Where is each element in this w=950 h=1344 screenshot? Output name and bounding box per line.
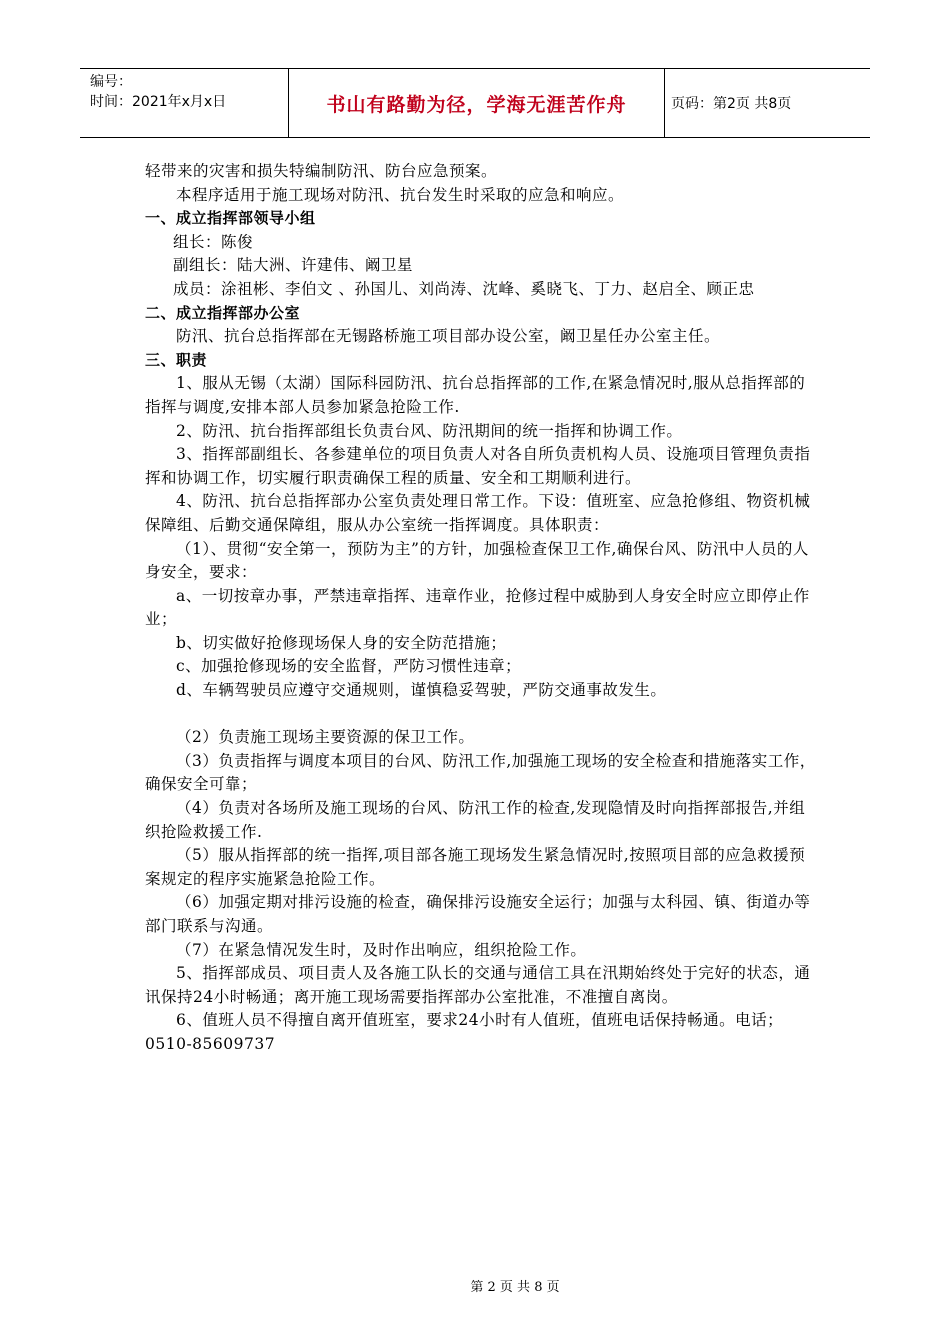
section-heading: 三、职责 (145, 350, 208, 369)
section-heading: 二、成立指挥部办公室 (145, 303, 301, 322)
duty-item: 1、服从无锡（太湖）国际科园防汛、抗台总指挥部的工作,在紧急情况时,服从总指挥部的指挥与调度,安排本部人员参加紧急抢险工作. (145, 374, 806, 416)
spacer (145, 703, 817, 727)
duty-item: 5、指挥部成员、项目责人及各施工队长的交通与通信工具在汛期始终处于完好的状态，通讯保持24小时畅通；离开施工现场需要指挥部办公室批准，不准擅自离岗。 (145, 964, 811, 1006)
requirement-item: d、车辆驾驶员应遵守交通规则，谨慎稳妥驾驶，严防交通事故发生。 (176, 681, 667, 700)
duty-item: 2、防汛、抗台指挥部组长负责台风、防汛期间的统一指挥和协调工作。 (176, 421, 683, 440)
section-heading: 一、成立指挥部领导小组 (145, 209, 316, 228)
sub-duty-item: （5）服从指挥部的统一指挥,项目部各施工现场发生紧急情况时,按照项目部的应急救援预案规定的程序实施紧急抢险工作。 (145, 846, 806, 888)
paragraph: 本程序适用于施工现场对防汛、抗台发生时采取的应急和响应。 (176, 185, 625, 204)
paragraph: 轻带来的灾害和损失特编制防汛、防台应急预案。 (145, 162, 498, 180)
members-list: 涂祖彬、李伯文 、孙国儿、刘尚涛、沈峰、奚晓飞、丁力、赵启全、顾正忠 (221, 279, 755, 298)
paragraph: 防汛、抗台总指挥部在无锡路桥施工项目部办设公室，阚卫星任办公室主任。 (176, 327, 721, 346)
page-header (80, 68, 870, 138)
duty-item: 6、值班人员不得擅自离开值班室，要求24小时有人值班，值班电话保持畅通。电话；0510-85609737 (145, 1011, 784, 1053)
members-line (145, 278, 817, 302)
duty-item: 3、指挥部副组长、各参建单位的项目负责人对各自所负责机构人员、设施项目管理负责指挥和协调工作，切实履行职责确保工程的质量、安全和工期顺利进行。 (145, 445, 811, 487)
sub-duty-item: （7）在紧急情况发生时，及时作出响应，组织抢险工作。 (176, 940, 587, 959)
header-page-info: 页码：第2页 共8页 (671, 96, 792, 112)
requirement-item: c、加强抢修现场的安全监督，严防习惯性违章； (176, 657, 522, 676)
sub-duty-item: （6）加强定期对排污设施的检查，确保排污设施安全运行；加强与太科园、镇、街道办等部门联系与沟通。 (145, 893, 811, 935)
members-label: 成员： (173, 279, 222, 298)
header-motto: 书山有路勤为径，学海无涯苦作舟 (289, 69, 665, 137)
sub-duty-item: （3）负责指挥与调度本项目的台风、防汛工作,加强施工现场的安全检查和措施落实工作， 确保安全可靠； (145, 751, 816, 794)
requirement-item: a、一切按章办事，严禁违章指挥、违章作业，抢修过程中威胁到人身安全时应立即停止作业； (145, 586, 810, 629)
sub-duty-item: （2）负责施工现场主要资源的保卫工作。 (176, 728, 475, 747)
duty-item: 4、防汛、抗台总指挥部办公室负责处理日常工作。下设：值班室、应急抢修组、物资机械保障组、后勤交通保障组，服从办公室统一指挥调度。具体职责： (145, 492, 811, 534)
header-meta (80, 69, 289, 137)
document-number-label: 编号： (90, 74, 132, 90)
leader-line: 组长：陈俊 (173, 232, 254, 251)
deputy-line: 副组长：陆大洲、许建伟、阚卫星 (173, 256, 414, 275)
document-date: 时间：2021年x月x日 (90, 94, 227, 110)
page-footer: 第 2 页 共 8 页 (470, 1280, 560, 1295)
sub-duty-item: （4）负责对各场所及施工现场的台风、防汛工作的检查,发现隐情及时向指挥部报告,并组织抢险救援工作. (145, 799, 806, 841)
requirement-item: b、切实做好抢修现场保人身的安全防范措施； (176, 633, 507, 652)
document-body (145, 160, 817, 1057)
sub-duty-item: （1）、贯彻“安全第一，预防为主”的方针，加强检查保卫工作,确保台风、防汛中人员的人身安全，要求： (145, 539, 809, 582)
